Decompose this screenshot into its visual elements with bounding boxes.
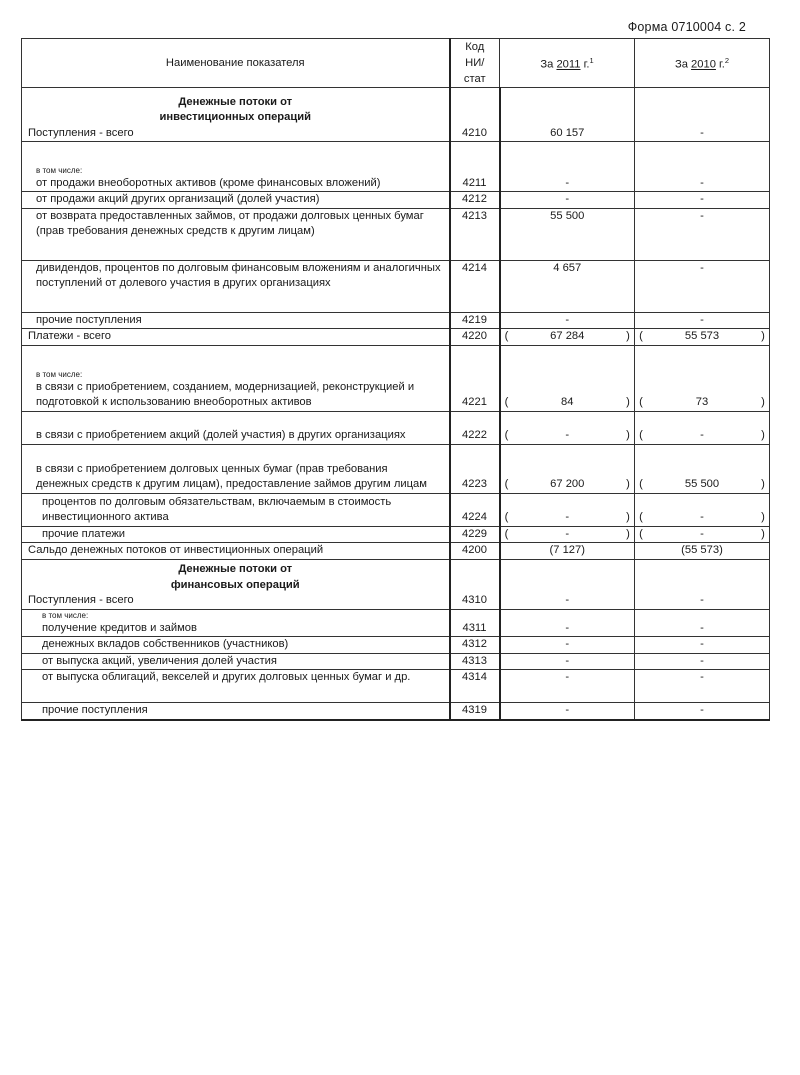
row-4312-2010-value: - (700, 638, 704, 650)
row-4219-2010-value: - (700, 313, 704, 326)
row-4220-2010-value: 55 573 (684, 330, 720, 342)
bracket-close: ) (761, 429, 765, 441)
table-row (22, 609, 770, 637)
row-4311-2011-value: - (565, 621, 570, 634)
row-4312-name: денежных вкладов собственников (участников) (22, 637, 450, 654)
table-row (22, 526, 770, 543)
row-4223-code: 4223 (450, 444, 500, 493)
row-4311-name: получение кредитов и займов (42, 621, 197, 634)
row-4222-2011 (500, 411, 635, 444)
bracket-close: ) (761, 511, 765, 523)
row-4222-2010-value: - (700, 429, 704, 441)
header-2011-prefix: За (540, 58, 557, 71)
bracket-open: ( (639, 396, 643, 408)
row-4314-name: от выпуска облигаций, векселей и других долговых ценных бумаг и др. (22, 670, 450, 703)
row-4219-name: прочие поступления (22, 312, 450, 329)
bracket-open: ( (639, 511, 643, 523)
row-4220-2011-value: 67 284 (550, 330, 585, 342)
form-title: Форма 0710004 с. 2 (627, 20, 746, 34)
row-4211-code: 4211 (450, 142, 500, 192)
row-4229-code: 4229 (450, 526, 500, 543)
bracket-open: ( (504, 527, 509, 540)
header-year-2010 (635, 39, 770, 88)
table-row (22, 493, 770, 526)
header-2011-suffix: г. (580, 58, 590, 71)
row-4212-2011 (500, 192, 635, 209)
row-4310-name-cell (22, 559, 450, 609)
row-4314-2010 (635, 670, 770, 703)
row-4311-2010-value: - (700, 621, 704, 634)
row-4223-name: в связи с приобретением долговых ценных бумаг (прав требования денежных средств к другим лицам), предоставление займов другим лицам (22, 444, 450, 493)
section-investing-title-line1: Денежные потоки от (178, 95, 293, 108)
table-row (22, 444, 770, 493)
row-4311-2011 (500, 609, 635, 637)
row-4211-2011-value: - (565, 176, 570, 189)
bracket-close: ) (626, 330, 630, 342)
row-4211-name-cell (22, 142, 450, 192)
header-year-2011 (500, 39, 635, 88)
row-4214-code: 4214 (450, 260, 500, 312)
including-label: в том числе: (42, 610, 89, 620)
including-label: в том числе: (36, 165, 83, 175)
bracket-close: ) (761, 330, 765, 342)
row-4211-2010-value: - (700, 176, 704, 189)
row-4221-2010 (635, 345, 770, 411)
bracket-open: ( (639, 478, 643, 490)
row-4220-name: Платежи - всего (22, 329, 450, 346)
row-4212-2010 (635, 192, 770, 209)
bracket-close: ) (626, 396, 630, 408)
row-4313-name: от выпуска акций, увеличения долей участия (22, 653, 450, 670)
row-4200-code: 4200 (450, 543, 500, 560)
table-row (22, 88, 770, 142)
row-4219-2010 (635, 312, 770, 329)
row-4220-2011 (500, 329, 635, 346)
header-2011-year: 2011 (556, 58, 581, 71)
table-row (22, 192, 770, 209)
row-4224-2010-value: - (700, 511, 704, 523)
row-4222-2011-value: - (565, 429, 570, 441)
bracket-open: ( (639, 330, 643, 342)
row-4214-name: дивидендов, процентов по долговым финансовым вложениям и аналогичных поступлений от долевого участия в других организациях (22, 260, 450, 312)
row-4224-name: процентов по долговым обязательствам, включаемым в стоимость инвестиционного актива (22, 493, 450, 526)
row-4212-name: от продажи акций других организаций (долей участия) (22, 192, 450, 209)
row-4221-2011-value: 84 (561, 396, 574, 408)
table-row (22, 345, 770, 411)
row-4213-2011-value: 55 500 (550, 209, 585, 222)
row-4229-2010 (635, 526, 770, 543)
header-code-line1: Код НИ/ (465, 41, 485, 69)
row-4214-2010-value: - (700, 261, 704, 274)
table-row (22, 411, 770, 444)
table-header-row (22, 39, 770, 88)
row-4200-2011 (500, 543, 635, 560)
row-4213-2011 (500, 208, 635, 260)
row-4314-code: 4314 (450, 670, 500, 703)
row-4314-2011-value: - (565, 671, 570, 683)
table-row (22, 208, 770, 260)
row-4214-2011-value: 4 657 (553, 261, 582, 274)
row-4314-2010-value: - (700, 671, 704, 683)
row-4224-2010 (635, 493, 770, 526)
header-code-line2: стат (463, 73, 486, 85)
including-label: в том числе: (36, 369, 83, 379)
row-4310-2010-value: - (700, 594, 704, 606)
row-4313-2010-value: - (700, 654, 704, 667)
row-4310-2010 (635, 559, 770, 609)
row-4319-2010-value: - (700, 704, 704, 716)
row-4312-2010 (635, 637, 770, 654)
bracket-close: ) (626, 511, 630, 523)
row-4200-name: Сальдо денежных потоков от инвестиционных операций (22, 543, 450, 560)
row-4219-2011 (500, 312, 635, 329)
bracket-close: ) (761, 396, 765, 408)
row-4213-code: 4213 (450, 208, 500, 260)
row-4224-2011-value: - (565, 511, 570, 523)
row-4200-2010-value: (55 573) (681, 544, 723, 556)
row-4210-name: Поступления - всего (28, 126, 134, 139)
row-4213-name: от возврата предоставленных займов, от продажи долговых ценных бумаг (прав требования денежных средств к другим лицам) (22, 208, 450, 260)
table-row (22, 329, 770, 346)
row-4214-2010 (635, 260, 770, 312)
bracket-open: ( (504, 429, 509, 441)
row-4311-name-cell (22, 609, 450, 637)
row-4221-name-cell (22, 345, 450, 411)
row-4214-2011 (500, 260, 635, 312)
row-4312-2011 (500, 637, 635, 654)
row-4212-2011-value: - (565, 193, 570, 205)
row-4222-2010 (635, 411, 770, 444)
section-financing-title-line2: финансовых операций (170, 578, 300, 591)
row-4319-2011 (500, 703, 635, 720)
row-4210-2010-value: - (700, 126, 704, 139)
row-4219-code: 4219 (450, 312, 500, 329)
bracket-open: ( (639, 429, 643, 441)
row-4210-name-cell (22, 88, 450, 142)
table-row (22, 559, 770, 609)
row-4222-name: в связи с приобретением акций (долей участия) в других организациях (22, 411, 450, 444)
header-2010-suffix: г. (715, 58, 725, 71)
row-4211-2011 (500, 142, 635, 192)
row-4210-2010 (635, 88, 770, 142)
row-4229-2010-value: - (700, 527, 704, 540)
row-4224-code: 4224 (450, 493, 500, 526)
bracket-close: ) (626, 429, 630, 441)
header-2011-footnote: 1 (589, 56, 594, 66)
row-4319-2011-value: - (565, 704, 570, 716)
row-4210-2011 (500, 88, 635, 142)
bracket-open: ( (504, 511, 509, 523)
row-4313-2011 (500, 653, 635, 670)
row-4319-name: прочие поступления (22, 703, 450, 720)
row-4213-2010 (635, 208, 770, 260)
row-4229-2011 (500, 526, 635, 543)
table-row (22, 703, 770, 720)
bracket-close: ) (626, 527, 630, 540)
section-investing-title-line2: инвестиционных операций (159, 111, 311, 123)
row-4311-2010 (635, 609, 770, 637)
table-row (22, 260, 770, 312)
row-4220-2010 (635, 329, 770, 346)
row-4223-2010-value: 55 500 (684, 478, 720, 490)
row-4313-2011-value: - (565, 654, 570, 667)
row-4212-2010-value: - (700, 193, 704, 205)
header-code (450, 39, 500, 88)
row-4200-2011-value: (7 127) (549, 544, 585, 556)
bracket-open: ( (504, 396, 509, 408)
row-4310-name: Поступления - всего (28, 594, 134, 606)
bracket-open: ( (504, 330, 509, 342)
row-4311-code: 4311 (450, 609, 500, 637)
row-4229-name: прочие платежи (22, 526, 450, 543)
row-4221-name: в связи с приобретением, созданием, модернизацией, реконструкцией и подготовкой к использованию внеоборотных активов (36, 380, 415, 408)
table-row (22, 142, 770, 192)
row-4211-name: от продажи внеоборотных активов (кроме финансовых вложений) (36, 176, 381, 189)
table-row (22, 312, 770, 329)
row-4210-2011-value: 60 157 (550, 126, 585, 139)
row-4310-2011 (500, 559, 635, 609)
row-4211-2010 (635, 142, 770, 192)
row-4200-2010 (635, 543, 770, 560)
table-row (22, 653, 770, 670)
cash-flow-table (21, 38, 770, 721)
row-4313-code: 4313 (450, 653, 500, 670)
bracket-close: ) (761, 478, 765, 490)
table-row (22, 637, 770, 654)
row-4313-2010 (635, 653, 770, 670)
row-4319-2010 (635, 703, 770, 720)
row-4223-2010 (635, 444, 770, 493)
header-2010-year: 2010 (691, 58, 716, 71)
header-2010-footnote: 2 (724, 56, 730, 66)
row-4221-code: 4221 (450, 345, 500, 411)
row-4219-2011-value: - (565, 313, 570, 326)
bracket-open: ( (639, 527, 643, 540)
row-4221-2010-value: 73 (695, 396, 709, 408)
header-2010-prefix: За (674, 58, 692, 71)
table-row (22, 543, 770, 560)
row-4223-2011 (500, 444, 635, 493)
row-4213-2010-value: - (700, 209, 704, 222)
header-indicator-name: Наименование показателя (22, 39, 450, 88)
row-4310-code: 4310 (450, 559, 500, 609)
row-4229-2011-value: - (565, 527, 570, 540)
row-4221-2011 (500, 345, 635, 411)
row-4222-code: 4222 (450, 411, 500, 444)
row-4212-code: 4212 (450, 192, 500, 209)
row-4319-code: 4319 (450, 703, 500, 720)
row-4210-code: 4210 (450, 88, 500, 142)
table-row (22, 670, 770, 703)
row-4312-code: 4312 (450, 637, 500, 654)
bracket-close: ) (761, 527, 765, 540)
row-4223-2011-value: 67 200 (550, 478, 585, 490)
row-4312-2011-value: - (565, 638, 570, 650)
row-4310-2011-value: - (565, 594, 570, 606)
row-4314-2011 (500, 670, 635, 703)
bracket-close: ) (626, 478, 630, 490)
row-4220-code: 4220 (450, 329, 500, 346)
section-financing-title-line1: Денежные потоки от (178, 563, 293, 575)
row-4224-2011 (500, 493, 635, 526)
bracket-open: ( (504, 478, 509, 490)
